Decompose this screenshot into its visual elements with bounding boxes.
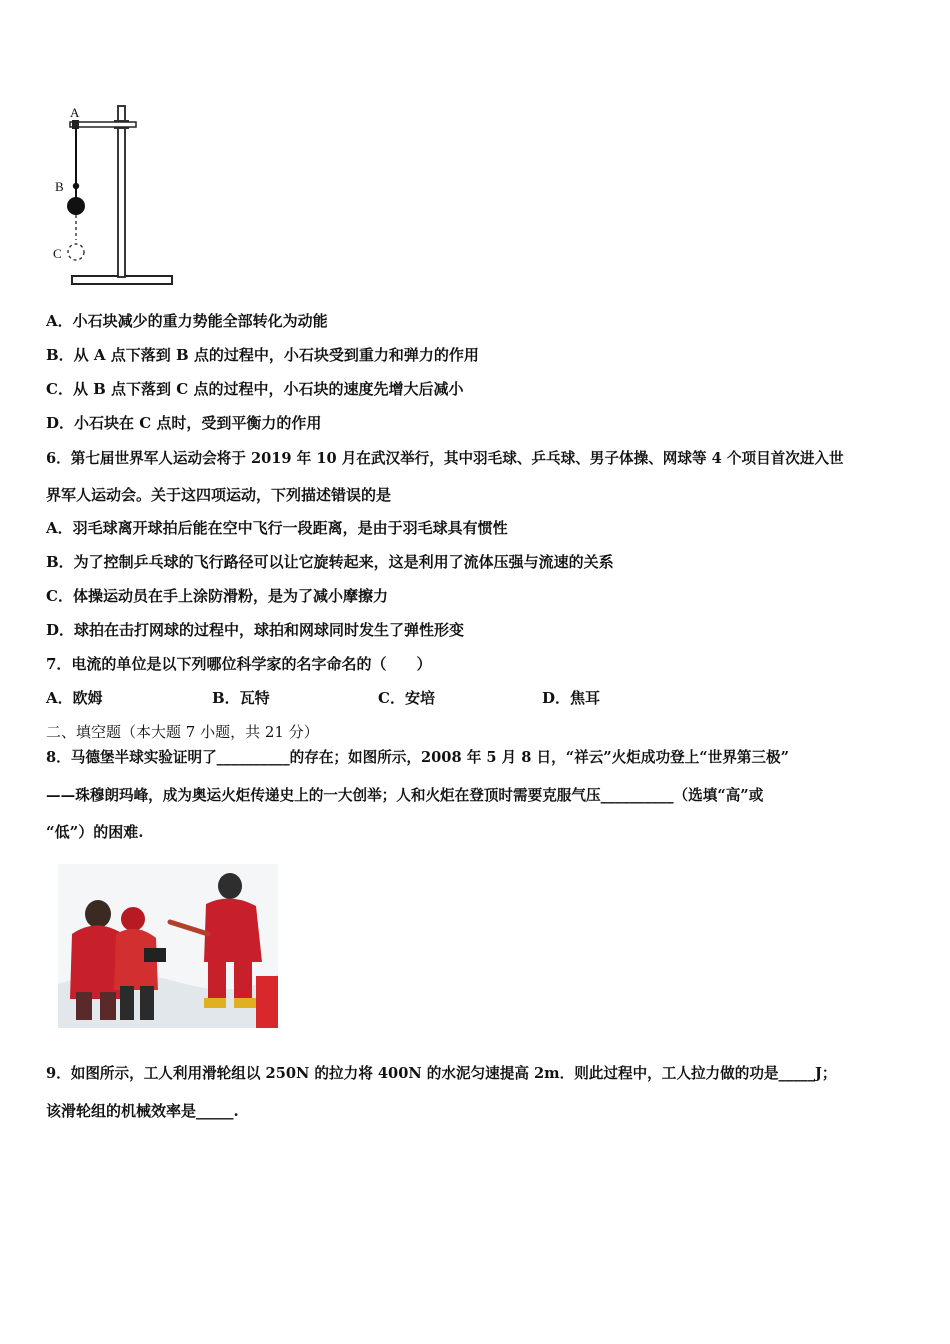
pendulum-stand-figure [50,100,180,295]
left-climber-head [85,900,111,928]
q7-option-d: D．焦耳 [542,689,601,707]
point-a-fixture [72,120,79,129]
q8-line3: “低”）的困难. [46,823,144,841]
q6-option-c: C．体操运动员在手上涂防滑粉，是为了减小摩擦力 [46,587,388,605]
q6-stem-line2: 界军人运动会。关于这四项运动，下列描述错误的是 [46,486,392,504]
stone-ball [67,197,85,215]
q6-option-a: A．羽毛球离开球拍后能在空中飞行一段距离，是由于羽毛球具有惯性 [46,519,508,537]
q7-option-a: A．欧姆 [46,689,103,707]
section-2-heading: 二、填空题（本大题 7 小题，共 21 分） [46,723,319,741]
q9-line2: 该滑轮组的机械效率是_____. [46,1102,239,1120]
everest-torch-photo [58,864,278,1028]
q8-line1: 8．马德堡半球实验证明了__________的存在；如图所示，2008 年 5 月 8 日，“祥云”火炬成功登上“世界第三极” [46,749,790,766]
q7-option-c: C．安培 [378,689,435,707]
q5-option-a: A．小石块减少的重力势能全部转化为动能 [46,312,328,330]
camera [144,948,166,962]
middle-climber-hood [121,907,145,931]
q8-line2: ——珠穆朗玛峰，成为奥运火炬传递史上的一大创举；人和火炬在登顶时需要克服气压__________（选填“高”或 [46,787,764,804]
q5-option-c: C．从 B 点下落到 C 点的过程中，小石块的速度先增大后减小 [46,380,464,398]
label-c: C [53,246,62,261]
q6-option-b: B．为了控制乒乓球的飞行路径可以让它旋转起来，这是利用了流体压强与流速的关系 [46,553,614,571]
label-b: B [55,179,64,194]
q6-stem-line1: 6．第七届世界军人运动会将于 2019 年 10 月在武汉举行，其中羽毛球、乒乓球、男子体操、网球等 4 个项目首次进入世 [46,450,844,467]
q5-option-b: B．从 A 点下落到 B 点的过程中，小石块受到重力和弹力的作用 [46,346,479,364]
right-climber-jacket [204,898,262,962]
stand-arm [70,122,136,127]
q7-option-b: B．瓦特 [212,689,270,707]
q5-option-d: D．小石块在 C 点时，受到平衡力的作用 [46,414,322,432]
q7-stem: 7．电流的单位是以下列哪位科学家的名字命名的（ ） [46,655,432,673]
stone-position-c [68,244,84,260]
q9-line1: 9．如图所示，工人利用滑轮组以 250N 的拉力将 400N 的水泥匀速提高 2m．则此过程中，工人拉力做的功是_____J； [46,1065,837,1082]
label-a: A [70,105,80,120]
right-climber-head [218,873,242,899]
stand-pole [118,106,125,277]
q6-option-d: D．球拍在击打网球的过程中，球拍和网球同时发生了弹性形变 [46,621,465,639]
